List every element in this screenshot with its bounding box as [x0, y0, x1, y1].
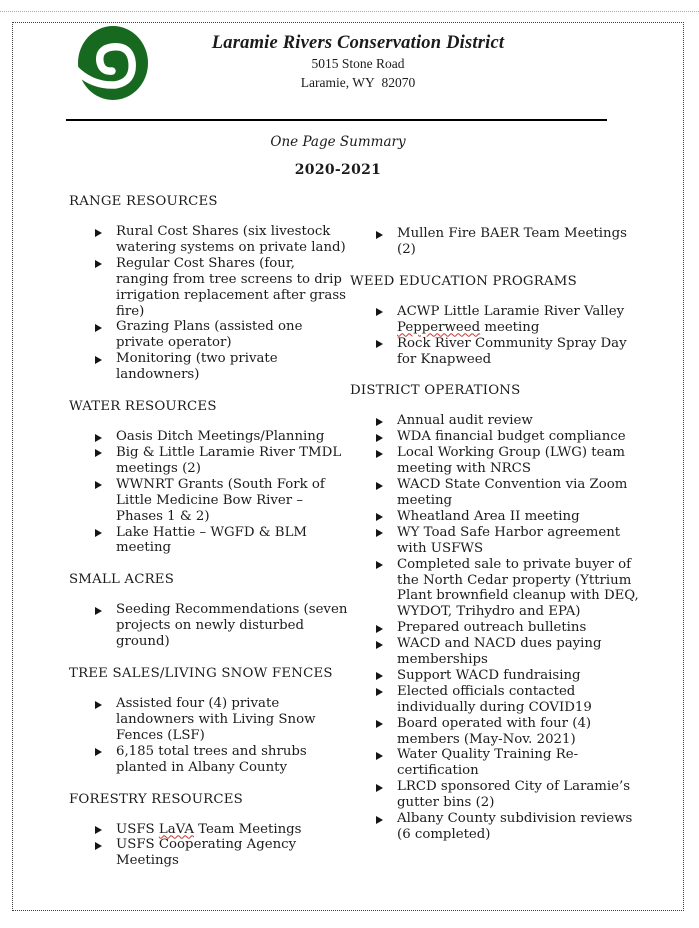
list-item-text: Team Meetings: [193, 821, 302, 837]
bullet-list: [350, 413, 644, 842]
list-item-text: USFS Cooperating Agency Meetings: [116, 837, 297, 869]
list-item-text: WDA financial budget compliance: [397, 429, 626, 445]
list-item: [375, 336, 644, 368]
arrowhead-bullet-icon: [376, 308, 383, 316]
subtitle: One Page Summary: [270, 134, 406, 150]
list-item: [94, 445, 350, 477]
list-item: [94, 602, 350, 650]
org-name: Laramie Rivers Conservation District: [211, 33, 505, 53]
list-item-text: WACD State Convention via Zoom meeting: [397, 477, 628, 508]
arrowhead-bullet-icon: [376, 529, 383, 537]
section-heading: FORESTRY RESOURCES: [69, 791, 243, 807]
section-heading: WATER RESOURCES: [69, 399, 217, 415]
misspelled-word: Pepperweed: [397, 319, 481, 335]
list-item: [375, 525, 644, 557]
list-item-text: Prepared outreach bulletins: [397, 620, 587, 636]
list-item-text: Albany County subdivision reviews (6 completed): [397, 811, 633, 842]
bullet-list: [350, 226, 644, 258]
list-item-text: WY Toad Safe Harbor agreement with USFWS: [397, 524, 621, 556]
list-item: [94, 837, 350, 869]
bullet-list: [69, 602, 350, 650]
list-item-text: Rural Cost Shares (six livestock watering systems on private land): [116, 224, 346, 255]
list-item-text: Big & Little Laramie River TMDL meetings (2): [116, 444, 342, 476]
list-item-text: USFS: [116, 821, 159, 837]
list-item-text: Board operated with four (4) members (May-Nov. 2021): [397, 715, 592, 747]
list-item-text: Oasis Ditch Meetings/Planning: [116, 429, 325, 445]
arrowhead-bullet-icon: [376, 784, 383, 792]
list-item: [375, 811, 644, 843]
list-item: [94, 224, 350, 256]
arrowhead-bullet-icon: [95, 842, 102, 850]
arrowhead-bullet-icon: [95, 607, 102, 615]
section-heading: SMALL ACRES: [69, 572, 175, 588]
list-item-text: WWNRT Grants (South Fork of Little Medicine Bow River – Phases 1 & 2): [116, 476, 325, 524]
arrowhead-bullet-icon: [95, 229, 102, 237]
list-item: [375, 779, 644, 811]
list-item: [375, 304, 644, 336]
section-heading: WEED EDUCATION PROGRAMS: [350, 273, 577, 289]
right-column: [350, 194, 644, 843]
arrowhead-bullet-icon: [95, 324, 102, 332]
list-item-text: Seeding Recommendations (seven projects on newly disturbed ground): [116, 602, 348, 650]
list-item: [375, 413, 644, 429]
bullet-list: [69, 429, 350, 556]
arrowhead-bullet-icon: [95, 481, 102, 489]
list-item: [375, 477, 644, 509]
list-item-text: Completed sale to private buyer of the North Cedar property (Yttrium Plant brownfield cleanup with DEQ, WYDOT, Trihydro and EPA): [397, 556, 639, 620]
list-item-text: Lake Hattie – WGFD & BLM meeting: [116, 524, 308, 556]
list-item: [94, 429, 350, 445]
section-heading: DISTRICT OPERATIONS: [350, 383, 521, 399]
list-item: [375, 445, 644, 477]
bullet-list: [350, 304, 644, 368]
list-item: [94, 256, 350, 320]
section-heading: TREE SALES/LIVING SNOW FENCES: [69, 666, 333, 682]
list-item: [375, 226, 644, 258]
address-line-2: Laramie, WY 82070: [300, 74, 416, 90]
misspelled-word: LaVA: [158, 821, 194, 837]
list-item-text: Annual audit review: [397, 413, 533, 429]
arrowhead-bullet-icon: [95, 529, 102, 537]
list-item: [94, 744, 350, 776]
arrowhead-bullet-icon: [95, 260, 102, 268]
list-item-text: Monitoring (two private landowners): [116, 351, 278, 383]
list-item-text: Wheatland Area II meeting: [397, 508, 580, 524]
list-item-text: LRCD sponsored City of Laramie’s gutter bins (2): [397, 779, 631, 811]
section-heading: RANGE RESOURCES: [69, 194, 218, 209]
list-item-text: Grazing Plans (assisted one private operator): [116, 319, 303, 351]
list-item-text: ACWP Little Laramie River Valley: [397, 303, 625, 319]
bullet-list: [69, 696, 350, 776]
list-item: [94, 319, 350, 351]
list-item-text: Assisted four (4) private landowners with Living Snow Fences (LSF): [116, 696, 316, 743]
arrowhead-bullet-icon: [376, 418, 383, 426]
arrowhead-bullet-icon: [376, 816, 383, 824]
list-item: [94, 822, 350, 838]
document-page: [12, 22, 684, 911]
left-column: [69, 194, 350, 869]
list-item-text: Regular Cost Shares (four, ranging from tree screens to drip irrigation replacement after grass fire): [116, 255, 346, 319]
arrowhead-bullet-icon: [376, 752, 383, 760]
list-item: [375, 557, 644, 621]
list-item-text: meeting: [480, 319, 540, 335]
two-column-body: [69, 194, 683, 869]
list-item-text: Support WACD fundraising: [397, 667, 581, 683]
org-logo-icon: [77, 25, 149, 101]
list-item-text: WACD and NACD dues paying memberships: [397, 636, 602, 668]
list-item: [375, 429, 644, 445]
list-item: [375, 668, 644, 684]
bullet-list: [69, 822, 350, 870]
report-year: 2020-2021: [294, 162, 382, 178]
arrowhead-bullet-icon: [95, 826, 102, 834]
list-item: [94, 696, 350, 744]
list-item-text: 6,185 total trees and shrubs planted in Albany County: [116, 743, 307, 775]
arrowhead-bullet-icon: [95, 434, 102, 442]
list-item: [94, 525, 350, 557]
list-item: [94, 351, 350, 383]
arrowhead-bullet-icon: [376, 513, 383, 521]
arrowhead-bullet-icon: [376, 450, 383, 458]
header-divider-rule: [66, 119, 607, 121]
arrowhead-bullet-icon: [376, 434, 383, 442]
list-item-text: Mullen Fire BAER Team Meetings (2): [397, 226, 627, 257]
list-item: [375, 636, 644, 668]
arrowhead-bullet-icon: [95, 701, 102, 709]
arrowhead-bullet-icon: [376, 688, 383, 696]
arrowhead-bullet-icon: [376, 561, 383, 569]
list-item: [375, 747, 644, 779]
list-item: [375, 684, 644, 716]
arrowhead-bullet-icon: [376, 340, 383, 348]
page-margin-boundary: [0, 11, 699, 12]
list-item-text: Water Quality Training Re-certification: [397, 747, 579, 779]
arrowhead-bullet-icon: [376, 625, 383, 633]
bullet-list: [69, 224, 350, 383]
list-item: [94, 477, 350, 525]
list-item-text: Rock River Community Spray Day for Knapweed: [397, 335, 627, 367]
list-item: [375, 620, 644, 636]
list-item-text: Elected officials contacted individually during COVID19: [397, 683, 592, 715]
list-item: [375, 716, 644, 748]
arrowhead-bullet-icon: [376, 720, 383, 728]
arrowhead-bullet-icon: [376, 641, 383, 649]
arrowhead-bullet-icon: [376, 231, 383, 239]
arrowhead-bullet-icon: [376, 672, 383, 680]
list-item-text: Local Working Group (LWG) team meeting with NRCS: [397, 445, 626, 477]
arrowhead-bullet-icon: [95, 748, 102, 756]
arrowhead-bullet-icon: [95, 356, 102, 364]
arrowhead-bullet-icon: [95, 449, 102, 457]
list-item: [375, 509, 644, 525]
arrowhead-bullet-icon: [376, 482, 383, 490]
address-line-1: 5015 Stone Road: [311, 56, 405, 71]
